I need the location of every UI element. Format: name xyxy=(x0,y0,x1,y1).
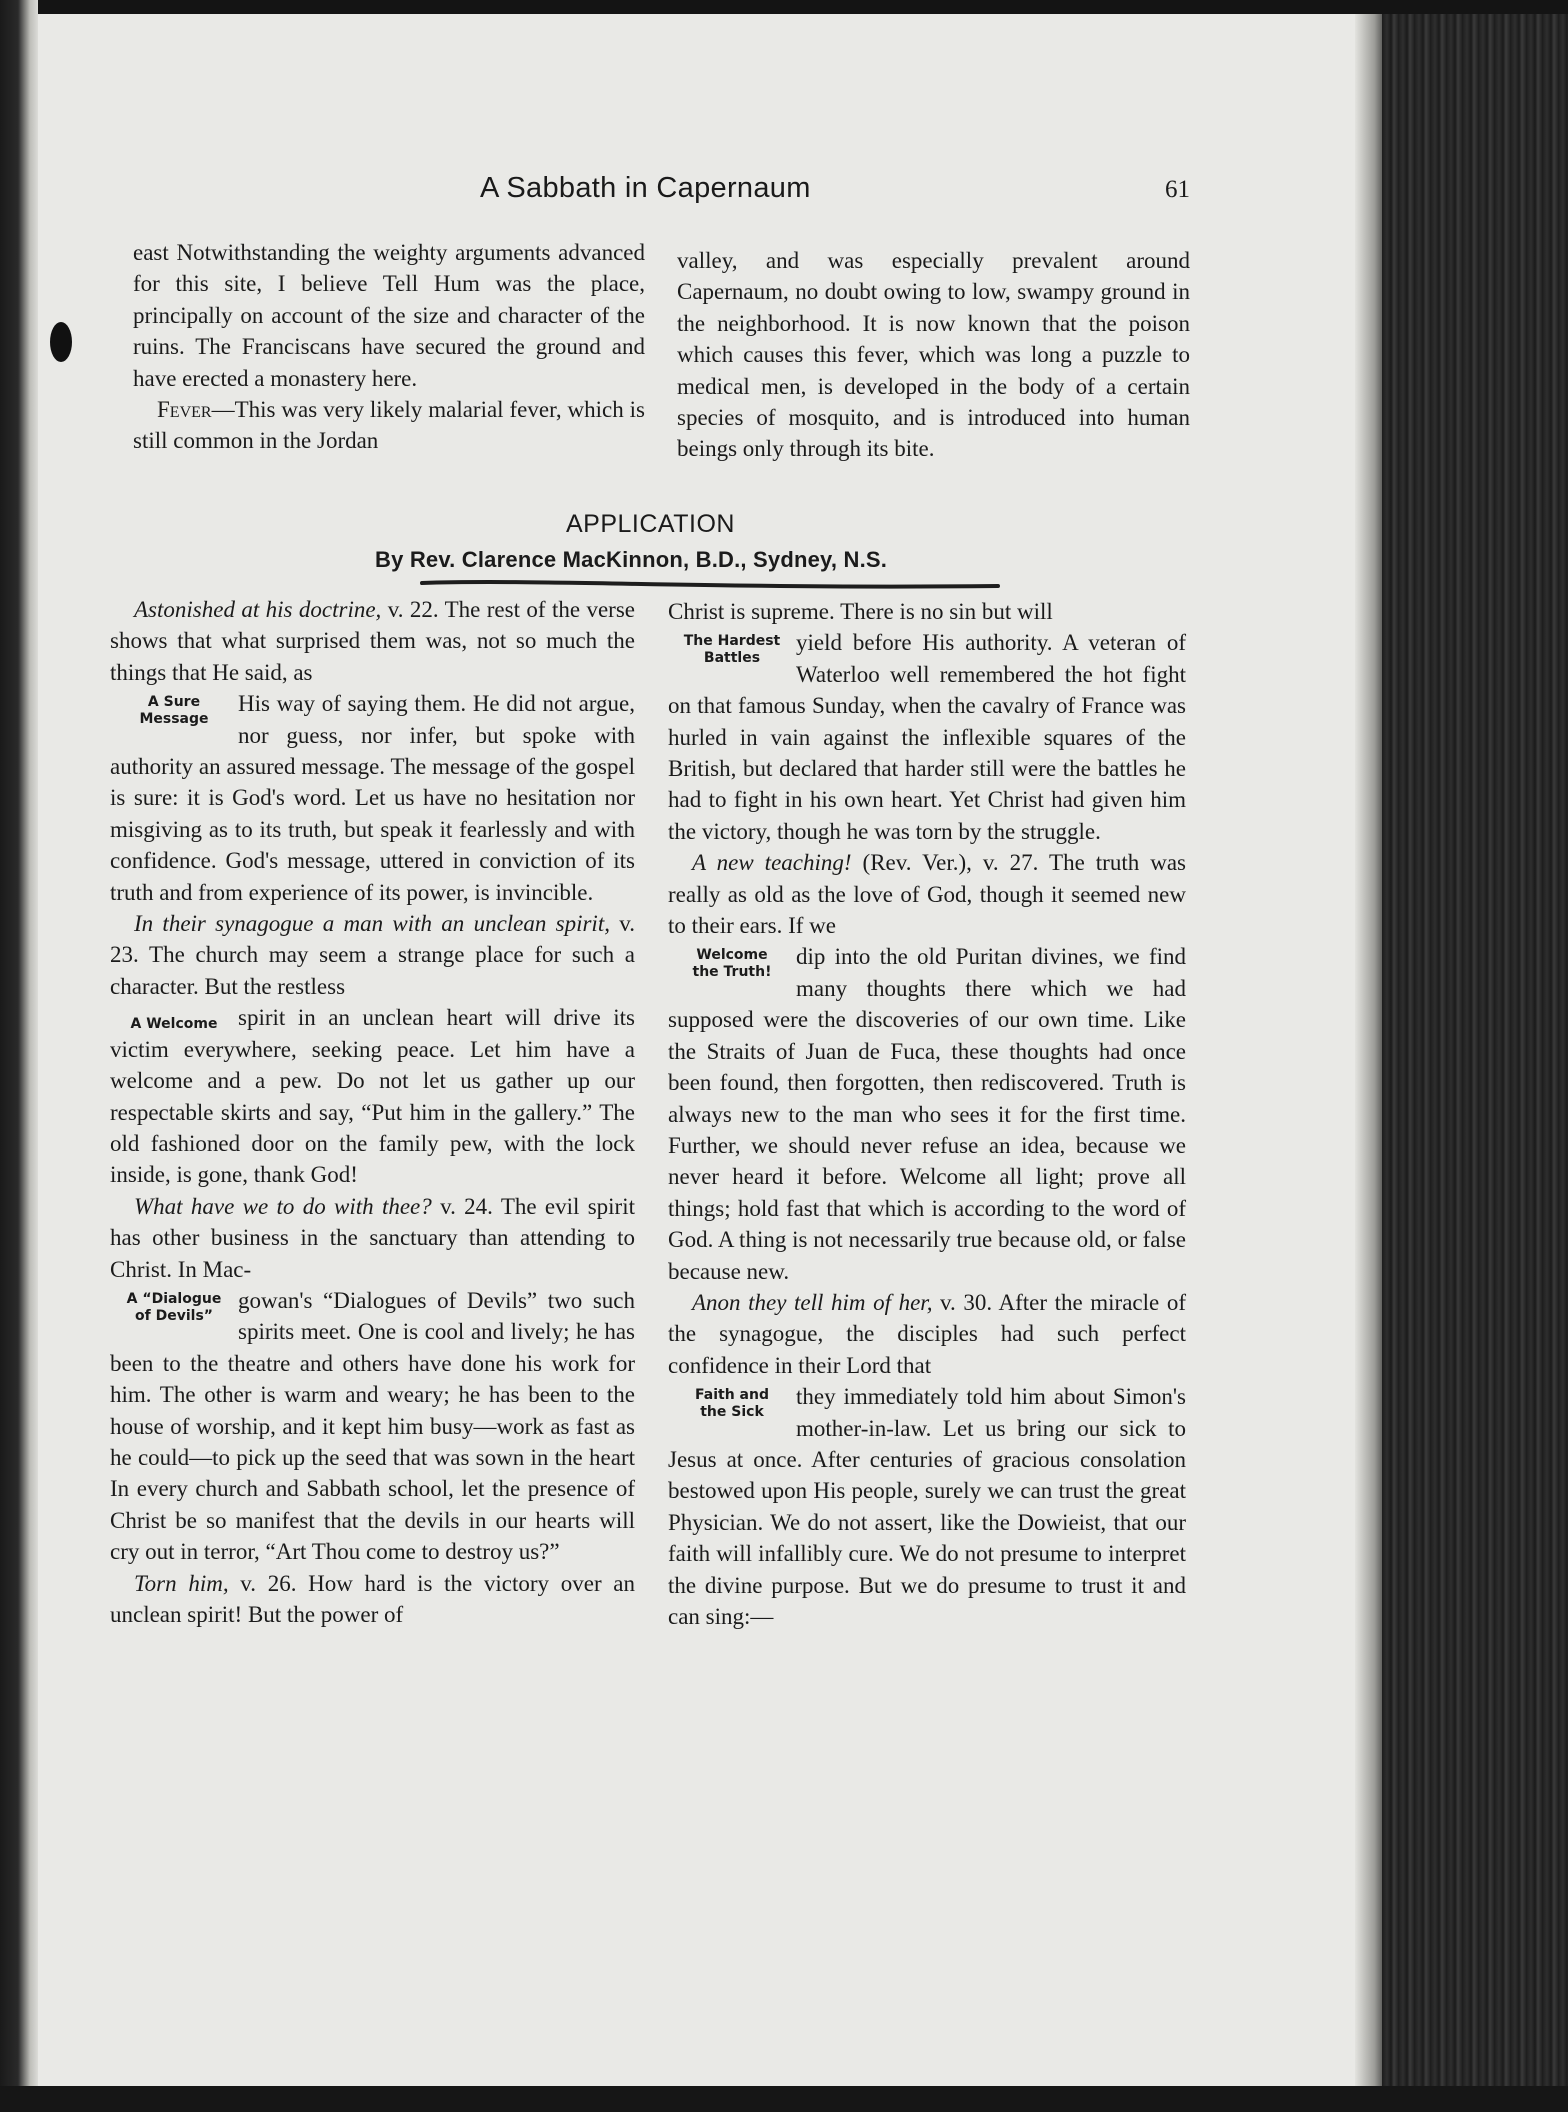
paragraph-continued: they immediately told him about Simon's mother-in-law. Let us bring our sick to Jesus at once. After centuries of gracious consolation bestowed upon His people, surely we can trust the great Physician. We do not assert, like the Dowieist, that our faith will infallibly cure. We do not presume to interpret the divine purpose. But we do presume to trust it and can sing:— xyxy=(668,1384,1186,1629)
sidenote-welcome-the-truth xyxy=(668,947,796,981)
sidenote-line: A Sure xyxy=(147,694,201,711)
binding-hole xyxy=(50,322,72,362)
sidenote-a-welcome xyxy=(110,1016,238,1033)
sidenote-line: The Hardest xyxy=(683,633,781,650)
page-gutter-shadow xyxy=(1355,14,1383,2086)
sidenote-line: the Truth! xyxy=(692,964,772,981)
paragraph xyxy=(110,1191,635,1285)
paragraph xyxy=(668,1287,1186,1381)
section-title: APPLICATION xyxy=(566,510,735,538)
fever-term: Fever xyxy=(157,397,212,423)
page-number: 61 xyxy=(1165,176,1190,203)
sidenote-line: the Sick xyxy=(700,1404,764,1421)
paragraph xyxy=(668,847,1186,941)
application-right-column xyxy=(668,596,1186,1632)
sidenote-line: Faith and xyxy=(695,1387,769,1404)
paragraph-continued: spirit in an unclean heart will drive its victim everywhere, seeking peace. Let him have a welcome and a pew. Do not let us gather up our respectable skirts and say, “Put him in the gallery.” The old fashioned door on the family pew, with the lock inside, is gone, thank God! xyxy=(110,1005,635,1188)
sidenote-dialogue-of-devils xyxy=(110,1291,238,1325)
application-left-column xyxy=(110,594,635,1630)
pen-underline-mark xyxy=(420,577,1000,591)
paragraph-continued: yield before His authority. A veteran of Waterloo well remembered the hot fight on that famous Sunday, when the cavalry of France was hurled in vain against the inflexible squares of the British, but declared that harder still were the battles he had to fight in his own heart. Yet Christ had given him the victory, though he was torn by the struggle. xyxy=(668,630,1186,844)
paragraph-fever xyxy=(133,394,645,457)
author-byline: By Rev. Clarence MacKinnon, B.D., Sydney, N.S. xyxy=(375,547,888,572)
sidenote-line: A “Dialogue xyxy=(126,1290,222,1307)
paragraph-text: v. 26. How hard is the victory over an unclean spirit! But the power of xyxy=(110,1570,635,1627)
running-header-title: A Sabbath in Capernaum xyxy=(480,172,811,204)
scan-bottom-border xyxy=(0,2086,1568,2112)
paragraph xyxy=(110,594,635,688)
paragraph xyxy=(110,908,635,1002)
fever-text: —This was very likely malarial fever, which is still common in the Jordan xyxy=(133,397,645,454)
verse-reference: What have we to do with thee? xyxy=(134,1193,432,1219)
notes-left-column xyxy=(133,237,645,457)
verse-reference: Astonished at his doctrine, xyxy=(134,597,382,622)
verse-reference: Anon they tell him of her, xyxy=(692,1289,933,1315)
sidenote-line: of Devils” xyxy=(135,1307,213,1324)
sidenote-faith-and-the-sick xyxy=(668,1387,796,1421)
paragraph-text: v. 22. The rest of the verse shows that what surprised them was, not so much the things that He said, as xyxy=(110,597,635,685)
sidenote-a-sure-message xyxy=(110,694,238,728)
paragraph: valley, and was especially prevalent around Capernaum, no doubt owing to low, swampy ground in the neighborhood. It is now known that the poison which causes this fever, which was long a puzzle to medical men, is developed in the body of a certain species of mosquito, and is introduced into human beings only through its bite. xyxy=(677,248,1190,462)
paragraph: east Notwithstanding the weighty arguments advanced for this site, I believe Tell Hum was the place, principally on account of the size and character of the ruins. The Franciscans have secured the ground and have erected a monastery here. xyxy=(133,240,645,391)
scan-left-edge xyxy=(0,0,38,2112)
sidenote-line: Battles xyxy=(703,650,761,667)
sidenote-the-hardest-battles xyxy=(668,633,796,667)
sidenote-line: Message xyxy=(139,711,209,728)
paragraph xyxy=(110,1568,635,1631)
paragraph-continued: Christ is supreme. There is no sin but will xyxy=(668,599,1053,624)
paragraph-text: v. 30. After the miracle of the synagogue, the disciples had such perfect confidence in their Lord that xyxy=(668,1289,1186,1378)
paragraph-continued: dip into the old Puritan divines, we find many thoughts there which we had supposed were the discoveries of our own time. Like the Straits of Juan de Fuca, these thoughts had once been found, then forgotten, then rediscovered. Truth is always new to the man who sees it for the first time. Further, we should never refuse an idea, because we never heard it before. Welcome all light; prove all things; hold fast that which is according to the word of God. A thing is not necessarily true because old, or false because new. xyxy=(668,944,1186,1284)
paragraph-text: v. 24. The evil spirit has other business in the sanctuary than attending to Christ. In Mac- xyxy=(110,1193,635,1282)
notes-right-column xyxy=(677,245,1190,465)
paragraph-text: v. 23. The church may seem a strange place for such a character. But the restless xyxy=(110,911,635,999)
paragraph-continued: gowan's “Dialogues of Devils” two such spirits meet. One is cool and lively; he has been to the theatre and others have done his work for him. The other is warm and weary; he has been to the house of worship, and it kept him busy—work as fast as he could—to pick up the seed that was sown in the heart In every church and Sabbath school, let the presence of Christ be so manifest that the devils in our hearts will cry out in terror, “Art Thou come to destroy us?” xyxy=(110,1287,635,1565)
scan-top-border xyxy=(0,0,1568,14)
paragraph-text: (Rev. Ver.), v. 27. The truth was really as old as the love of God, though it seemed new to their ears. If we xyxy=(668,850,1186,939)
verse-reference: A new teaching! xyxy=(692,850,852,876)
sidenote-line: Welcome xyxy=(696,947,768,964)
book-page-edges xyxy=(1382,14,1568,2086)
sidenote-line: A Welcome xyxy=(130,1016,218,1033)
verse-reference: In their synagogue a man with an unclean spirit, xyxy=(134,911,610,937)
paragraph-continued: His way of saying them. He did not argue, nor guess, nor infer, but spoke with authority an assured message. The message of the gospel is sure: it is God's word. Let us have no hesitation nor misgiving as to its truth, but speak it fearlessly and with confidence. God's message, uttered in conviction of its truth and from experience of its power, is invincible. xyxy=(110,691,635,905)
verse-reference: Torn him, xyxy=(134,1570,229,1596)
